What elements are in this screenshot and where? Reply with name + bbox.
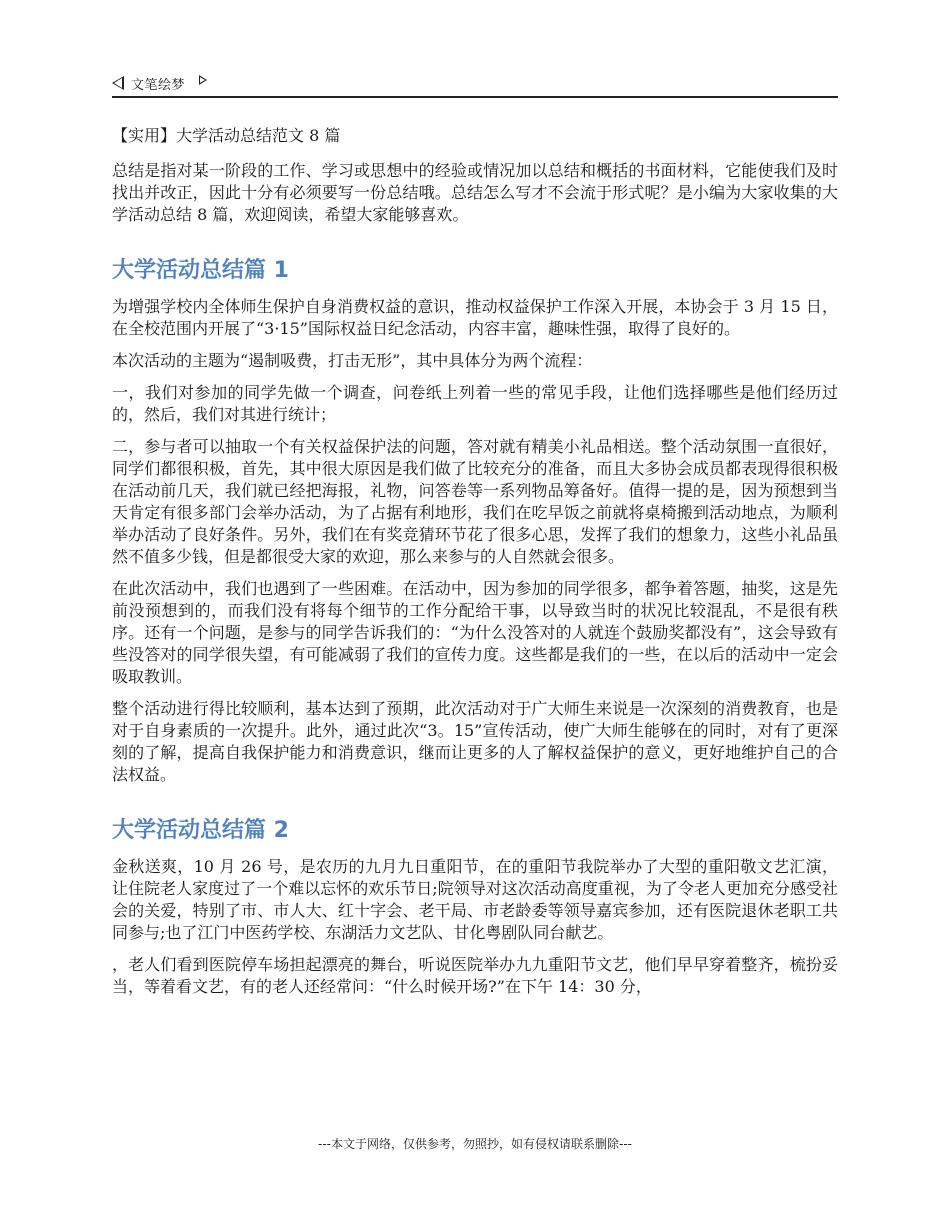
section-2-paragraph-2: ，老人们看到医院停车场担起漂亮的舞台，听说医院举办九九重阳节文艺，他们早早穿着整齐，梳扮妥当，等着看文艺，有的老人还经常问：“什么时候开场?”在下午 14：30 分， — [112, 955, 838, 996]
page-header — [112, 70, 838, 98]
section-1-paragraph-2: 本次活动的主题为“遏制吸费，打击无形”，其中具体分为两个流程： — [112, 351, 593, 370]
document-title: 【实用】大学活动总结范文 8 篇 — [112, 126, 341, 145]
document-body — [112, 124, 838, 1008]
intro-paragraph: 总结是指对某一阶段的工作、学习或思想中的经验或情况加以总结和概括的书面材料，它能使我们及时找出并改正，因此十分有必须要写一份总结哦。总结怎么写才不会流于形式呢？是小编为大家收集的大学活动总结 8 篇，欢迎阅读，希望大家能够喜欢。 — [112, 161, 838, 224]
section-heading-1: 大学活动总结篇 1 — [112, 258, 289, 283]
triangle-left-icon — [112, 76, 124, 90]
section-2-paragraph-1: 金秋送爽，10 月 26 号，是农历的九月九日重阳节，在的重阳节我院举办了大型的重阳敬文艺汇演，让住院老人家度过了一个难以忘怀的欢乐节日;院领导对这次活动高度重视，为了令老人更加充分感受社会的关爱，特别了市、市人大、红十字会、老干局、市老龄委等领导嘉宾参加，还有医院退休老职工共同参与;也了江门中医药学校、东湖活力文艺队、甘化粤剧队同台献艺。 — [112, 857, 838, 942]
section-1-paragraph-5: 在此次活动中，我们也遇到了一些困难。在活动中，因为参加的同学很多，都争着答题，抽奖，这是先前没预想到的，而我们没有将每个细节的工作分配给干事，以导致当时的状况比较混乱，不是很有秩序。还有一个问题，是参与的同学告诉我们的：“为什么没答对的人就连个鼓励奖都没有”，这会导致有些没答对的同学很失望，有可能减弱了我们的宣传力度。这些都是我们的一些，在以后的活动中一定会吸取教训。 — [112, 579, 838, 686]
section-heading-2: 大学活动总结篇 2 — [112, 818, 289, 843]
section-1-paragraph-6: 整个活动进行得比较顺利，基本达到了预期，此次活动对于广大师生来说是一次深刻的消费教育，也是对于自身素质的一次提升。此外，通过此次“3。15”宣传活动，使广大师生能够在的同时，对有了更深刻的了解，提高自我保护能力和消费意识，继而让更多的人了解权益保护的意义，更好地维护自己的合法权益。 — [112, 699, 838, 784]
footer-notice: ---本文于网络，仅供参考，勿照抄，如有侵权请联系删除--- — [318, 1137, 632, 1151]
section-1-paragraph-4: 二，参与者可以抽取一个有关权益保护法的问题，答对就有精美小礼品相送。整个活动氛围一直很好，同学们都很积极，首先，其中很大原因是我们做了比较充分的准备，而且大多协会成员都表现得很积极在活动前几天，我们就已经把海报，礼物，问答卷等一系列物品筹备好。值得一提的是，因为预想到当天肯定有很多部门会举办活动，为了占据有利地形，我们在吃早饭之前就将桌椅搬到活动地点，为顺利举办活动了良好条件。另外，我们在有奖竞猜环节花了很多心思，发挥了我们的想象力，这些小礼品虽然不值多少钱，但是都很受大家的欢迎，那么来参与的人自然就会很多。 — [112, 437, 838, 566]
brand-name: 文笔绘梦 — [131, 77, 186, 93]
section-1-paragraph-1: 为增强学校内全体师生保护自身消费权益的意识，推动权益保护工作深入开展，本协会于 3 月 15 日，在全校范围内开展了“3·15”国际权益日纪念活动，内容丰富，趣味性强，取得了良好的。 — [112, 297, 838, 338]
section-1-paragraph-3: 一，我们对参加的同学先做一个调查，问卷纸上列着一些的常见手段，让他们选择哪些是他们经历过的，然后，我们对其进行统计； — [112, 383, 838, 424]
triangle-right-icon — [199, 75, 207, 85]
